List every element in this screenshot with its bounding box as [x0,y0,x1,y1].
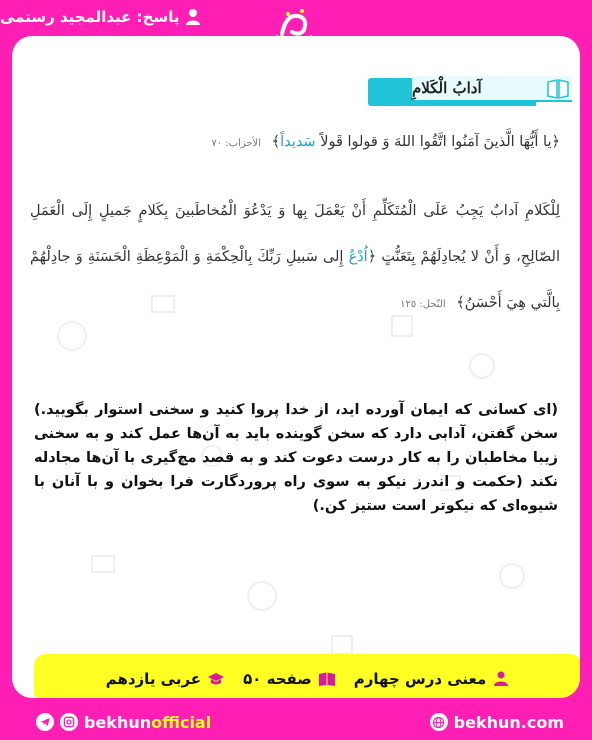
info-grade [106,670,225,688]
arabic-paragraph-highlight: اُدْعُ [348,249,368,265]
info-page-label: صفحه ۵۰ [243,670,312,688]
arabic-paragraph [30,188,560,328]
user-icon [185,8,201,26]
verse-ahzab-ref: الأحزاب: ٧٠ [211,138,262,149]
lesson-title: آدابُ الْكَلامِ [412,76,572,102]
social-handle-prefix: bekhun [84,712,152,732]
social-handle-suffix: official [151,712,212,732]
footer [0,704,592,740]
info-lesson-meaning [354,670,511,688]
open-book-icon [318,671,336,687]
author-credit [0,8,201,26]
content-card [12,36,580,698]
persian-translation: (ای کسانی که ایمان آورده اید، از خدا پروا کنید و سخنی استوار بگویید.) سخن گفتن، آدابی دارد که سخن گوینده باید به آن‌ها عمل کند و به سخنی زیبا مخاطبان را به کار درست دعوت کند و به قصد مچ‌گیری با آن‌ها مجادله نکند (حکمت و اندرز نیکو به سوی راه پروردگارت فرا بخوان و با آنان با شیوه‌ای که نیکوتر است ستیز کن.) [34,402,558,514]
arabic-paragraph-quote: إِلى سَبیلِ رَبِّكَ بِالْحِكْمَةِ وَ الْمَوْعِظَةِ الْحَسَنَةِ وَ جادِلْهُمْ بِالَّتي هِيَ أَحْسَنُ﴾ [30,249,560,311]
teacher-icon [492,671,510,687]
social-handle[interactable] [36,713,211,732]
website-url: bekhun.com [453,712,564,732]
verse-ahzab-close: ﴾ [271,134,281,150]
info-page [243,670,336,688]
arabic-paragraph-text: لِلْكَلامِ آدابٌ یَجِبُ عَلَى الْمُتَكَلِّمِ أَنْ یَعْمَلَ بِها وَ یَدْعُوَ الْمُخاطَبینَ بِكَلامٍ جَمیلٍ إِلَى الْعَمَلِ الصّالِحِ، وَ أَنْ لا یُجادِلَهُمْ بِتَعَنُّتٍ ﴿ [30,203,560,265]
info-bar [34,654,580,698]
globe-icon [430,713,448,731]
verse-ahzab [30,134,560,150]
instagram-icon[interactable] [60,713,78,731]
verse-ahzab-highlight: سَدیداً [280,134,316,150]
graduation-cap-icon [207,671,225,687]
info-lesson-meaning-label: معنی درس چهارم [353,670,487,688]
info-grade-label: عربی یازدهم [105,670,202,688]
author-name: پاسخ: عبدالمجید رستمی [0,8,180,26]
website-link[interactable] [430,713,564,732]
verse-ahzab-text: ﴿یا أَیُّهَا الَّذینَ آمَنُوا اتَّقُوا اللهَ وَ قولوا قَولاً [320,134,560,150]
book-icon [546,78,570,100]
verse-nahl-ref: النّحل: ١٢٥ [400,299,446,310]
telegram-icon[interactable] [36,713,54,731]
